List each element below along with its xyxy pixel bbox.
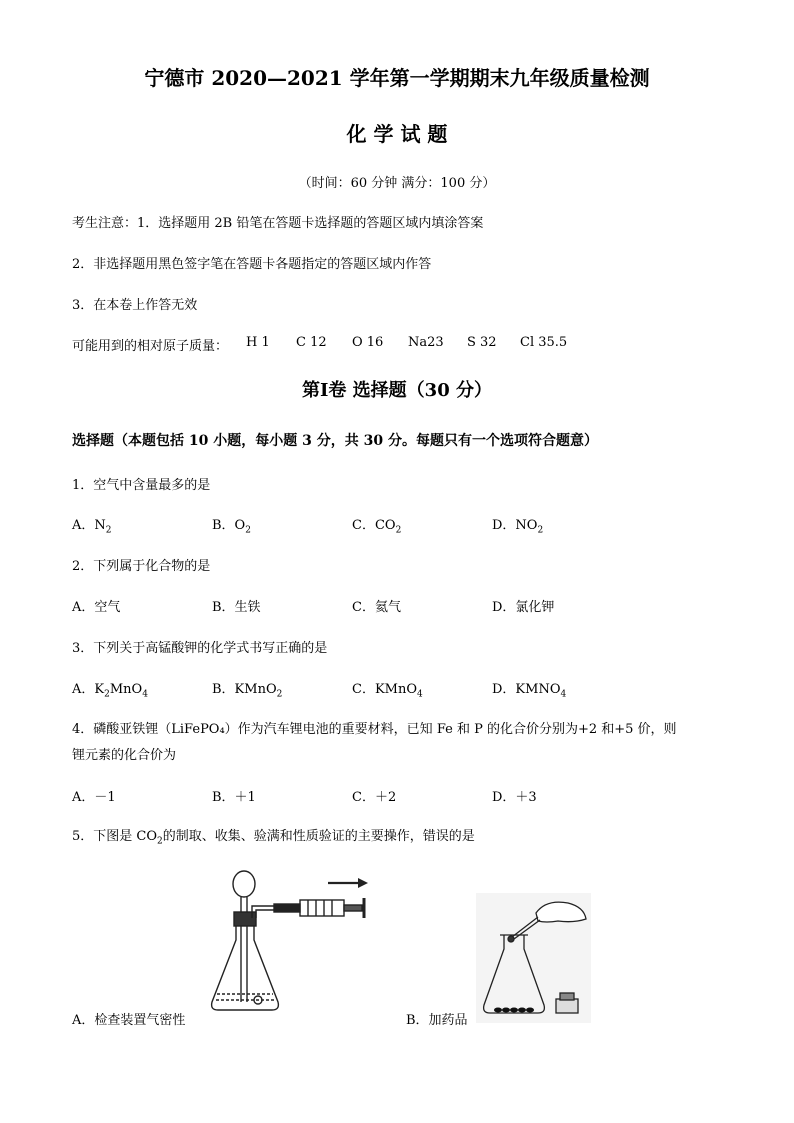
atomic-mass-cl: Cl 35.5 <box>520 335 568 350</box>
atomic-mass-label: 可能用到的相对原子质量： <box>72 339 229 354</box>
q1-option-a: A．$N_2$ <box>72 518 112 536</box>
rubber-tube <box>274 904 300 912</box>
question-2-stem: 2．下列属于化合物的是 <box>72 559 211 574</box>
note-line-3: 3．在本卷上作答无效 <box>72 298 198 313</box>
q1-option-b: B．$O_2$ <box>212 518 251 536</box>
q1-option-d: D．$NO_2$ <box>492 518 544 536</box>
atomic-mass-na: Na23 <box>408 335 444 350</box>
q1-option-c: C．$CO_2$ <box>352 518 402 536</box>
note-line-2: 2．非选择题用黑色签字笔在答题卡各题指定的答题区域内作答 <box>72 257 432 272</box>
conical-flask <box>212 926 279 1010</box>
q3-option-a: A．$K_2MnO_4$ <box>72 682 148 700</box>
atomic-mass-s: S 32 <box>467 335 497 350</box>
time-info: （时间：60 分钟 满分：100 分） <box>298 176 496 191</box>
atomic-mass-c: C 12 <box>296 335 327 350</box>
q3-option-b: B．KMnO$_2$ <box>212 682 283 700</box>
reagent-bottle <box>556 999 578 1013</box>
q4-option-c: C．＋2 <box>352 790 397 805</box>
adding-reagent-illustration <box>476 893 591 1023</box>
q2-option-c: C．氦气 <box>352 600 401 615</box>
q5-option-a: A．检查装置气密性 <box>72 1013 186 1028</box>
q2-option-b: B．生铁 <box>212 600 261 615</box>
section-title: 第Ⅰ卷 选择题（30 分） <box>301 380 492 401</box>
q3-option-c: C．KMnO$_4$ <box>352 682 423 700</box>
note-line-1: 考生注意：1．选择题用 2B 铅笔在答题卡选择题的答题区域内填涂答案 <box>72 216 484 231</box>
question-3-stem: 3．下列关于高锰酸钾的化学式书写正确的是 <box>72 641 328 656</box>
question-5-stem: 5．下图是 $CO_2$的制取、收集、验满和性质验证的主要操作，错误的是 <box>72 829 475 847</box>
q2-option-a: A．空气 <box>72 600 121 615</box>
q2-option-d: D．氯化钾 <box>492 600 555 615</box>
question-4-stem-line-2: 锂元素的化合价为 <box>72 748 177 763</box>
question-1-stem: 1．空气中含量最多的是 <box>72 478 211 493</box>
q4-option-d: D．＋3 <box>492 790 537 805</box>
q4-option-a: A．－1 <box>72 790 116 805</box>
q3-option-d: D．$KMNO_4$ <box>492 682 567 700</box>
section-instructions: 选择题（本题包括 10 小题，每小题 3 分，共 30 分。每题只有一个选项符合题意） <box>72 433 598 449</box>
airtightness-apparatus-illustration <box>200 862 375 1027</box>
funnel-bulb <box>233 871 255 897</box>
question-4-stem-line-1: 4．磷酸亚铁锂（LiFePO₄）作为汽车锂电池的重要材料，已知 Fe 和 P 的化合价分别为+2 和+5 价，则 <box>72 722 677 737</box>
exam-title: 宁德市 2020—2021 学年第一学期期末九年级质量检测 <box>144 66 650 90</box>
q4-option-b: B．＋1 <box>212 790 256 805</box>
syringe-barrel <box>300 900 344 916</box>
q5-option-b: B．加药品 <box>406 1013 468 1028</box>
subject-title: 化 学 试 题 <box>346 122 448 146</box>
atomic-mass-o: O 16 <box>352 335 384 350</box>
atomic-mass-h: H 1 <box>246 335 270 350</box>
pull-arrow-head <box>358 878 368 888</box>
